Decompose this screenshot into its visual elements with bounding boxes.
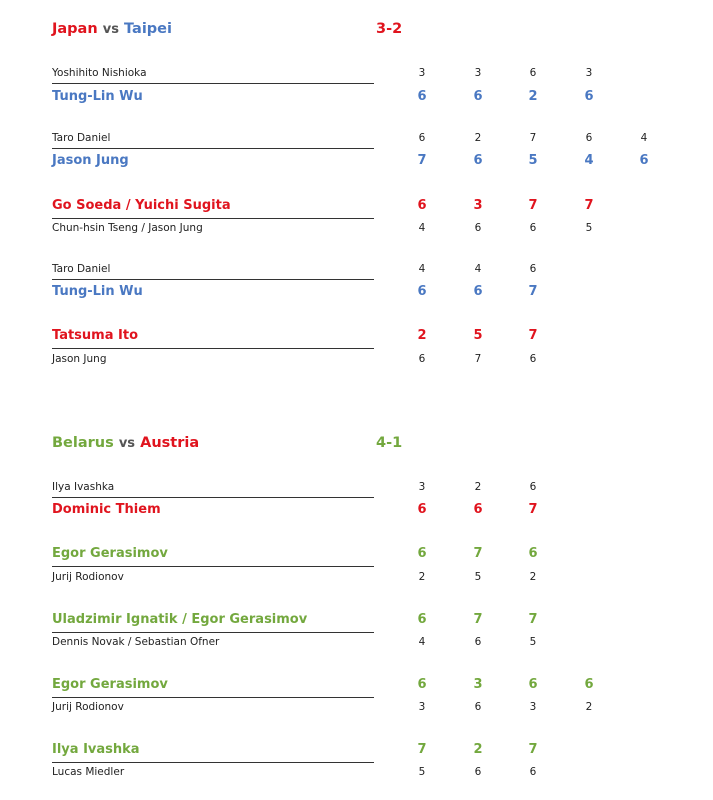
set-score: 4 — [418, 263, 426, 275]
set-score: 2 — [585, 701, 593, 713]
divider — [52, 83, 374, 84]
player-name: Go Soeda / Yuichi Sugita — [52, 198, 231, 213]
set-score: 6 — [529, 67, 537, 79]
set-score: 6 — [417, 677, 427, 692]
set-score: 7 — [528, 284, 538, 299]
set-score: 6 — [529, 353, 537, 365]
set-score: 6 — [473, 89, 483, 104]
set-score: 3 — [418, 701, 426, 713]
set-score: 3 — [474, 67, 482, 79]
set-score: 5 — [474, 571, 482, 583]
player-name: Ilya Ivashka — [52, 481, 115, 493]
divider — [52, 218, 374, 219]
set-score: 6 — [528, 677, 538, 692]
player-name: Jason Jung — [52, 153, 129, 168]
set-score: 7 — [528, 742, 538, 757]
set-score: 6 — [417, 198, 427, 213]
player-name: Yoshihito Nishioka — [52, 67, 147, 79]
divider — [52, 697, 374, 698]
set-score: 4 — [418, 222, 426, 234]
set-score: 6 — [528, 546, 538, 561]
player-name: Tatsuma Ito — [52, 328, 138, 343]
divider — [52, 762, 374, 763]
set-score: 6 — [529, 222, 537, 234]
set-score: 6 — [529, 766, 537, 778]
home-team: Belarus — [52, 435, 114, 451]
set-score: 7 — [528, 612, 538, 627]
set-score: 3 — [473, 198, 483, 213]
set-score: 3 — [418, 481, 426, 493]
set-score: 6 — [529, 263, 537, 275]
set-score: 3 — [473, 677, 483, 692]
set-score: 6 — [417, 89, 427, 104]
set-score: 6 — [417, 612, 427, 627]
tie-result: 3-2 — [376, 21, 403, 37]
set-score: 6 — [473, 153, 483, 168]
divider — [52, 279, 374, 280]
player-name: Egor Gerasimov — [52, 546, 168, 561]
set-score: 7 — [473, 546, 483, 561]
set-score: 7 — [528, 198, 538, 213]
player-name: Tung-Lin Wu — [52, 89, 143, 104]
set-score: 5 — [473, 328, 483, 343]
set-score: 6 — [529, 481, 537, 493]
home-team: Japan — [52, 21, 98, 37]
set-score: 7 — [417, 153, 427, 168]
set-score: 6 — [417, 284, 427, 299]
player-name: Taro Daniel — [52, 132, 111, 144]
set-score: 4 — [418, 636, 426, 648]
set-score: 6 — [474, 222, 482, 234]
set-score: 6 — [473, 284, 483, 299]
tie-result: 4-1 — [376, 435, 403, 451]
set-score: 7 — [417, 742, 427, 757]
player-name: Taro Daniel — [52, 263, 111, 275]
divider — [52, 566, 374, 567]
set-score: 6 — [418, 353, 426, 365]
set-score: 4 — [640, 132, 648, 144]
set-score: 2 — [529, 571, 537, 583]
set-score: 7 — [529, 132, 537, 144]
tie-header — [52, 21, 172, 37]
player-name: Uladzimir Ignatik / Egor Gerasimov — [52, 612, 308, 627]
set-score: 2 — [417, 328, 427, 343]
set-score: 2 — [473, 742, 483, 757]
set-score: 7 — [584, 198, 594, 213]
player-name: Jason Jung — [52, 353, 107, 365]
set-score: 6 — [473, 502, 483, 517]
set-score: 5 — [528, 153, 538, 168]
set-score: 7 — [528, 328, 538, 343]
set-score: 6 — [639, 153, 649, 168]
player-name: Ilya Ivashka — [52, 742, 140, 757]
set-score: 6 — [417, 502, 427, 517]
set-score: 5 — [585, 222, 593, 234]
divider — [52, 632, 374, 633]
player-name: Tung-Lin Wu — [52, 284, 143, 299]
set-score: 3 — [418, 67, 426, 79]
set-score: 6 — [474, 636, 482, 648]
player-name: Lucas Miedler — [52, 766, 125, 778]
set-score: 4 — [474, 263, 482, 275]
set-score: 6 — [418, 132, 426, 144]
player-name: Egor Gerasimov — [52, 677, 168, 692]
set-score: 3 — [529, 701, 537, 713]
set-score: 5 — [529, 636, 537, 648]
set-score: 7 — [473, 612, 483, 627]
set-score: 2 — [528, 89, 538, 104]
set-score: 2 — [474, 481, 482, 493]
player-name: Chun-hsin Tseng / Jason Jung — [52, 222, 203, 234]
set-score: 6 — [474, 766, 482, 778]
set-score: 3 — [585, 67, 593, 79]
tie-header — [52, 435, 199, 451]
set-score: 6 — [417, 546, 427, 561]
set-score: 2 — [474, 132, 482, 144]
set-score: 7 — [474, 353, 482, 365]
set-score: 6 — [584, 89, 594, 104]
vs-label: vs — [118, 436, 136, 451]
set-score: 7 — [528, 502, 538, 517]
player-name: Dennis Novak / Sebastian Ofner — [52, 636, 220, 648]
set-score: 6 — [474, 701, 482, 713]
vs-label: vs — [102, 22, 119, 37]
divider — [52, 148, 374, 149]
set-score: 5 — [418, 766, 426, 778]
set-score: 6 — [584, 677, 594, 692]
away-team: Austria — [140, 435, 200, 451]
set-score: 2 — [418, 571, 426, 583]
set-score: 6 — [585, 132, 593, 144]
player-name: Jurij Rodionov — [52, 701, 124, 713]
divider — [52, 497, 374, 498]
player-name: Dominic Thiem — [52, 502, 161, 517]
divider — [52, 348, 374, 349]
away-team: Taipei — [124, 21, 172, 37]
set-score: 4 — [584, 153, 594, 168]
player-name: Jurij Rodionov — [52, 571, 124, 583]
